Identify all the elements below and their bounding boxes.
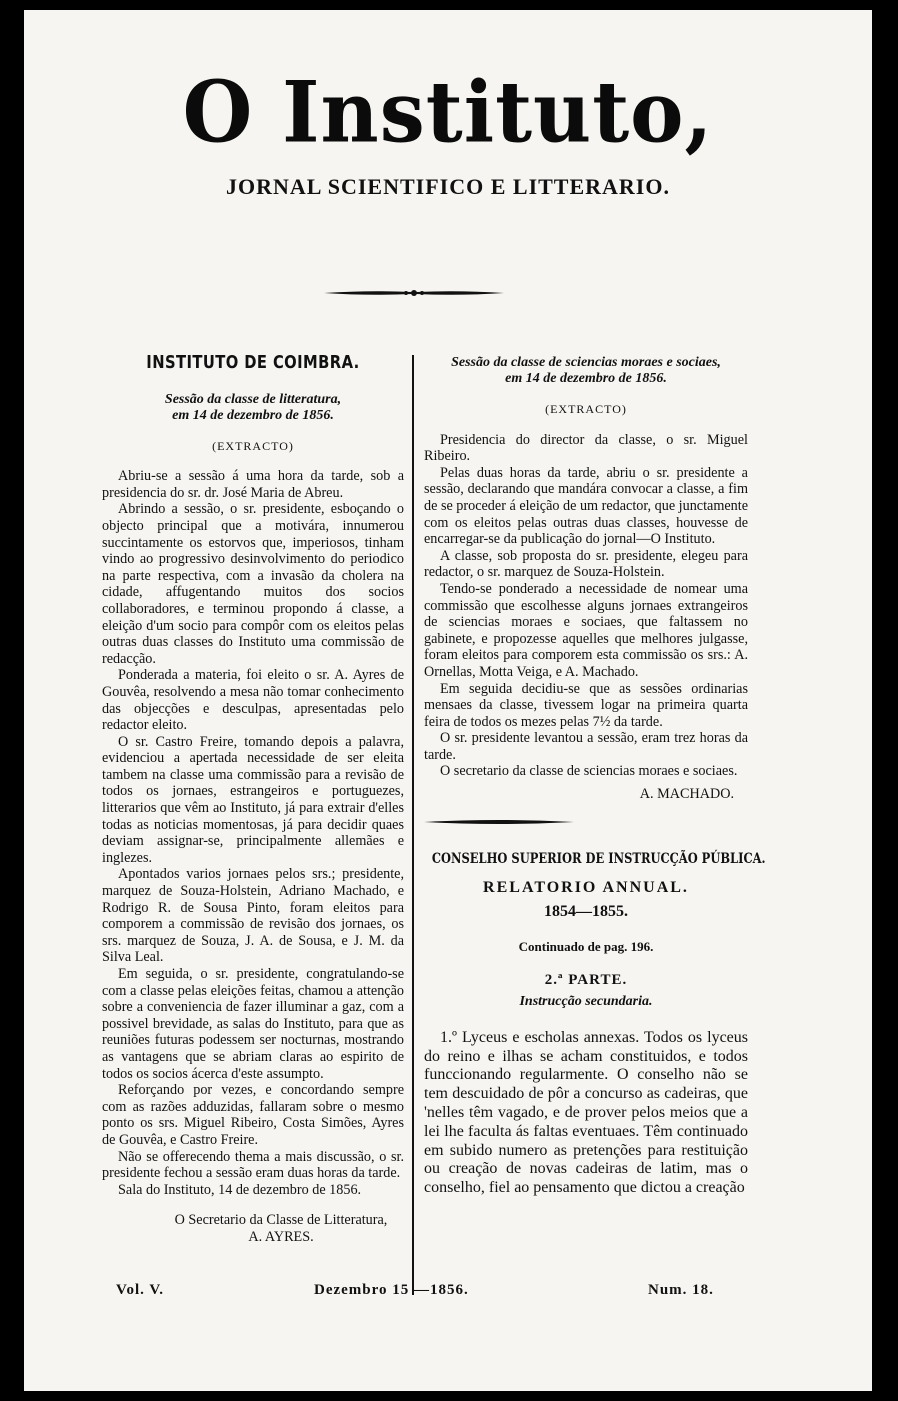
relatorio-heading: RELATORIO ANNUAL. bbox=[483, 878, 689, 896]
paragraph: Não se offerecendo thema a mais discussão, o sr. presidente fechou a sessão eram duas horas da tarde. bbox=[102, 1148, 404, 1182]
instrucao-heading: Instrucção secundaria. bbox=[519, 994, 653, 1010]
paragraph: Tendo-se ponderado a necessidade de nomear uma commissão que escolhesse alguns jornaes extrangeiros de sciencias moraes e sociaes, que faltassem no gabinete, e propozesse aquelles que melhores julgasse, foram eleitos para comporem esta commissão os srs.: A. Ornellas, Motta Veiga, e A. Machado. bbox=[424, 580, 748, 680]
paragraph: O sr. Castro Freire, tomando depois a palavra, evidenciou a apertada necessidade de ser eleita tambem na classe uma commissão para a revisão de todos os jornaes, estrangeiros e portuguezes, litterarios que vêm ao Instituto, já para extrair d'elles todas as noticias momentosas, já para decidir quaes deviam assignar-se, principalmente allemães e inglezes. bbox=[102, 733, 404, 866]
paragraph: O secretario da classe de sciencias moraes e sociaes. bbox=[440, 763, 738, 780]
newspaper-page bbox=[24, 10, 872, 1391]
ornament-rule-icon bbox=[324, 286, 504, 300]
masthead bbox=[24, 62, 872, 200]
paragraph: O sr. presidente levantou a sessão, eram trez horas da tarde. bbox=[424, 730, 748, 763]
column-divider bbox=[412, 355, 414, 1295]
section-heading-instituto: INSTITUTO DE COIMBRA. bbox=[146, 352, 360, 373]
signature-name: A. MACHADO. bbox=[639, 786, 734, 803]
short-rule-icon bbox=[424, 817, 574, 827]
paragraph: Presidencia do director da classe, o sr. Miguel Ribeiro. bbox=[424, 431, 748, 465]
paragraph: Abriu-se a sessão á uma hora da tarde, sob a presidencia do sr. dr. José Maria de Abreu. bbox=[102, 468, 404, 501]
left-column bbox=[102, 352, 404, 1246]
continued-note: Continuado de pag. 196. bbox=[518, 939, 654, 955]
footer-date: Dezembro 15 —1856. bbox=[314, 1282, 469, 1298]
paragraph: Em seguida, o sr. presidente, congratulando-se com a classe pelas eleições feitas, chamou a attenção sobre a conveniencia de fazer illuminar a gaz, com a possivel brevidade, as salas do Instituto, para que as reuniões futuras podessem ser nocturnas, mostrando as vantagens que se abriam claras ao espirito de todos os socios ácerca d'este assumpto. bbox=[102, 966, 404, 1082]
extract-label: (EXTRACTO) bbox=[545, 402, 627, 416]
session-title-line2: em 14 de dezembro de 1856. bbox=[172, 407, 334, 423]
right-column bbox=[424, 355, 766, 1198]
paragraph: A classe, sob proposta do sr. presidente, elegeu para redactor, o sr. marquez de Souza-Holstein. bbox=[424, 547, 748, 581]
paragraph: Reforçando por vezes, e concordando sempre com as razões adduzidas, fallaram sobre o mesmo ponto os srs. Miguel Ribeiro, Costa Simões, Ayres de Gouvêa, e Castro Freire. bbox=[102, 1082, 404, 1148]
paragraph: 1.º Lyceus e escholas annexas. Todos os lyceus do reino e ilhas se acham constituidos, e todos funccionando regularmente. O conselho não se tem descuidado de pôr a concurso as cadeiras, que 'nelles têm vagado, e de prover pelos meios que a lei lhe faculta ás faltas eventuaes. Têm continuado em subido numero as pretenções para restituição ou creação de novas cadeiras de latim, mas o conselho, fiel ao pensamento que dictou a creação bbox=[424, 1028, 748, 1197]
newspaper-subtitle: JORNAL SCIENTIFICO E LITTERARIO. bbox=[226, 174, 670, 199]
signature-name: A. AYRES. bbox=[248, 1228, 314, 1245]
conselho-heading: CONSELHO SUPERIOR DE INSTRUCÇÃO PÚBLICA. bbox=[431, 851, 766, 868]
paragraph: Sala do Instituto, 14 de dezembro de 1856. bbox=[118, 1181, 362, 1198]
relatorio-years: 1854—1855. bbox=[544, 903, 628, 921]
paragraph: Pelas duas horas da tarde, abriu o sr. presidente a sessão, declarando que mandára convocar a classe, a fim de se proceder á eleição de um redactor, que junctamente com os eleitos pelas outras duas classes, houvesse de encarregar-se da publicação do jornal—O Instituto. bbox=[424, 464, 748, 548]
footer-number: Num. 18. bbox=[648, 1282, 714, 1298]
extract-label: (EXTRACTO) bbox=[212, 438, 294, 453]
paragraph: Abrindo a sessão, o sr. presidente, esboçando o objecto principal que a motivára, innumerou succintamente os estorvos que, imperiosos, tinham vindo ao progressivo desinvolvimento do periodico na parte respectiva, com a invasão da cholera na cidade, affugentando muitos dos socios collaboradores, e terminou propondo á classe, a eleição d'um socio para compôr com os eleitos pelas outras duas classes do Instituto uma commissão de redacção. bbox=[102, 501, 404, 667]
signature-title: O Secretario da Classe de Litteratura, bbox=[174, 1212, 388, 1229]
footer-volume: Vol. V. bbox=[116, 1282, 165, 1298]
session-title-line2: em 14 de dezembro de 1856. bbox=[505, 371, 667, 386]
session-title-line1: Sessão da classe de sciencias moraes e sociaes, bbox=[451, 355, 721, 370]
session-title-line1: Sessão da classe de litteratura, bbox=[164, 391, 342, 407]
paragraph: Em seguida decidiu-se que as sessões ordinarias mensaes da classe, tivessem logar na primeira quarta feira de todos os mezes pelas 7½ da tarde. bbox=[424, 680, 748, 730]
newspaper-title: O Instituto, bbox=[182, 62, 714, 162]
part-heading: 2.ª PARTE. bbox=[544, 971, 628, 988]
paragraph: Apontados varios jornaes pelos srs.; presidente, marquez de Souza-Holstein, Adriano Machado, e Rodrigo R. de Sousa Pinto, foram eleitos para comporem a commissão de revisão dos jornaes, os srs. marquez de Souza, J. A. de Sousa, e J. M. da Silva Leal. bbox=[102, 866, 404, 966]
paragraph: Ponderada a materia, foi eleito o sr. A. Ayres de Gouvêa, resolvendo a mesa não tomar conhecimento das objecções e desculpas, apresentadas pelo redactor eleito. bbox=[102, 667, 404, 734]
